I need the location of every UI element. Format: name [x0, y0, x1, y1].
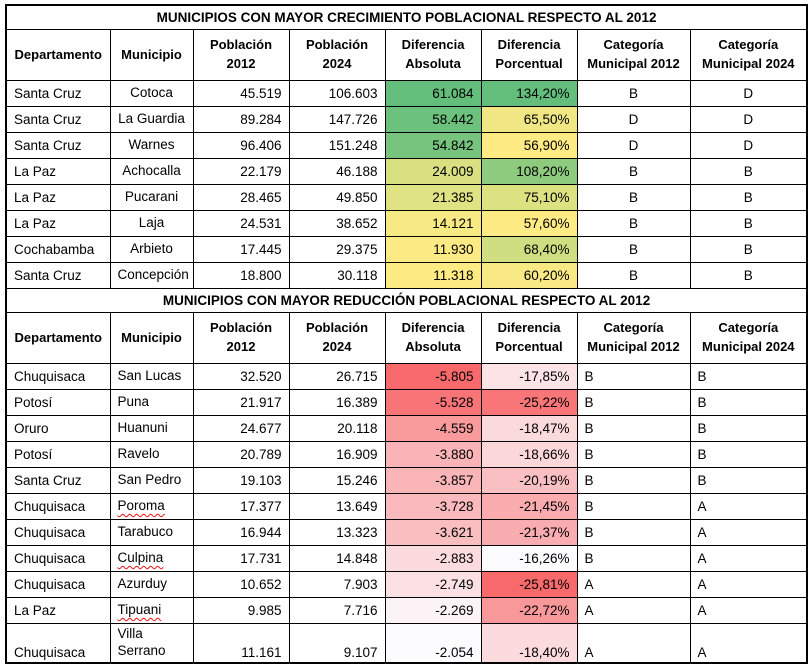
column-header-categoria-2024[interactable]: Categoría Municipal 2024: [690, 313, 807, 364]
column-header-departamento[interactable]: Departamento: [6, 30, 110, 81]
cell-poblacion-2024[interactable]: 30.118: [289, 263, 385, 289]
cell-poblacion-2012[interactable]: 45.519: [193, 81, 289, 107]
cell-departamento[interactable]: Chuquisaca: [6, 364, 110, 390]
cell-poblacion-2012[interactable]: 21.917: [193, 390, 289, 416]
cell-diferencia-porcentual[interactable]: 134,20%: [481, 81, 577, 107]
cell-poblacion-2012[interactable]: 16.944: [193, 520, 289, 546]
cell-diferencia-porcentual[interactable]: 65,50%: [481, 107, 577, 133]
cell-categoria-2024[interactable]: B: [690, 185, 807, 211]
column-header-categoria-2012[interactable]: Categoría Municipal 2012: [577, 313, 690, 364]
cell-poblacion-2012[interactable]: 17.377: [193, 494, 289, 520]
cell-departamento[interactable]: Santa Cruz: [6, 107, 110, 133]
cell-categoria-2012[interactable]: D: [577, 107, 690, 133]
cell-poblacion-2024[interactable]: 7.903: [289, 572, 385, 598]
column-header-departamento[interactable]: Departamento: [6, 313, 110, 364]
cell-diferencia-absoluta[interactable]: -5.528: [385, 390, 481, 416]
cell-categoria-2024[interactable]: D: [690, 107, 807, 133]
cell-municipio[interactable]: Achocalla: [110, 159, 193, 185]
cell-diferencia-porcentual[interactable]: 60,20%: [481, 263, 577, 289]
cell-poblacion-2024[interactable]: 26.715: [289, 364, 385, 390]
column-header-municipio[interactable]: Municipio: [110, 30, 193, 81]
cell-departamento[interactable]: La Paz: [6, 185, 110, 211]
cell-departamento[interactable]: Santa Cruz: [6, 468, 110, 494]
table-row: [6, 81, 807, 107]
cell-poblacion-2012[interactable]: 18.800: [193, 263, 289, 289]
table-row: [6, 159, 807, 185]
cell-categoria-2012[interactable]: B: [577, 546, 690, 572]
header-row: [6, 30, 807, 81]
table-row: [6, 572, 807, 598]
column-header-categoria-2012[interactable]: Categoría Municipal 2012: [577, 30, 690, 81]
table-row: [6, 185, 807, 211]
cell-poblacion-2012[interactable]: 17.731: [193, 546, 289, 572]
cell-diferencia-porcentual[interactable]: -21,45%: [481, 494, 577, 520]
cell-poblacion-2012[interactable]: 28.465: [193, 185, 289, 211]
cell-municipio[interactable]: Puna: [110, 390, 193, 416]
cell-departamento[interactable]: Santa Cruz: [6, 133, 110, 159]
cell-poblacion-2012[interactable]: 96.406: [193, 133, 289, 159]
section-title[interactable]: MUNICIPIOS CON MAYOR REDUCCIÓN POBLACIONAL RESPECTO AL 2012: [6, 289, 807, 313]
column-header-poblacion-2024[interactable]: Población 2024: [289, 313, 385, 364]
cell-poblacion-2012[interactable]: 89.284: [193, 107, 289, 133]
cell-categoria-2012[interactable]: B: [577, 468, 690, 494]
cell-diferencia-absoluta[interactable]: -2.883: [385, 546, 481, 572]
cell-departamento[interactable]: La Paz: [6, 598, 110, 624]
table-row: [6, 468, 807, 494]
cell-diferencia-porcentual[interactable]: 56,90%: [481, 133, 577, 159]
cell-poblacion-2024[interactable]: 151.248: [289, 133, 385, 159]
table-row: [6, 520, 807, 546]
cell-diferencia-absoluta[interactable]: -3.857: [385, 468, 481, 494]
cell-diferencia-absoluta[interactable]: -2.749: [385, 572, 481, 598]
cell-categoria-2024[interactable]: B: [690, 211, 807, 237]
cell-diferencia-absoluta[interactable]: 11.930: [385, 237, 481, 263]
cell-diferencia-porcentual[interactable]: -18,66%: [481, 442, 577, 468]
cell-diferencia-porcentual[interactable]: 108,20%: [481, 159, 577, 185]
cell-categoria-2012[interactable]: D: [577, 133, 690, 159]
table-row: [6, 390, 807, 416]
cell-municipio[interactable]: Tipuani: [110, 598, 193, 624]
column-header-diferencia-porcentual[interactable]: Diferencia Porcentual: [481, 313, 577, 364]
cell-municipio[interactable]: Tarabuco: [110, 520, 193, 546]
cell-poblacion-2024[interactable]: 15.246: [289, 468, 385, 494]
cell-municipio[interactable]: Concepción: [110, 263, 193, 289]
cell-categoria-2024[interactable]: B: [690, 416, 807, 442]
cell-diferencia-absoluta[interactable]: 61.084: [385, 81, 481, 107]
table-row: [6, 442, 807, 468]
cell-departamento[interactable]: Cochabamba: [6, 237, 110, 263]
cell-departamento[interactable]: Santa Cruz: [6, 81, 110, 107]
cell-poblacion-2024[interactable]: 13.323: [289, 520, 385, 546]
cell-diferencia-absoluta[interactable]: 58.442: [385, 107, 481, 133]
table-row: [6, 494, 807, 520]
cell-departamento[interactable]: La Paz: [6, 159, 110, 185]
cell-poblacion-2024[interactable]: 46.188: [289, 159, 385, 185]
cell-categoria-2024[interactable]: A: [690, 598, 807, 624]
cell-poblacion-2012[interactable]: 24.531: [193, 211, 289, 237]
cell-poblacion-2024[interactable]: 20.118: [289, 416, 385, 442]
cell-diferencia-porcentual[interactable]: 57,60%: [481, 211, 577, 237]
cell-poblacion-2012[interactable]: 32.520: [193, 364, 289, 390]
cell-departamento[interactable]: Chuquisaca: [6, 520, 110, 546]
cell-categoria-2024[interactable]: D: [690, 81, 807, 107]
cell-diferencia-absoluta[interactable]: -3.728: [385, 494, 481, 520]
table-row: [6, 237, 807, 263]
cell-categoria-2012[interactable]: B: [577, 442, 690, 468]
column-header-diferencia-porcentual[interactable]: Diferencia Porcentual: [481, 30, 577, 81]
cell-diferencia-absoluta[interactable]: 11.318: [385, 263, 481, 289]
section-title-row: [6, 5, 807, 30]
cell-categoria-2024[interactable]: D: [690, 133, 807, 159]
cell-categoria-2012[interactable]: B: [577, 520, 690, 546]
section-title-row: [6, 289, 807, 313]
section-title[interactable]: MUNICIPIOS CON MAYOR CRECIMIENTO POBLACIONAL RESPECTO AL 2012: [6, 5, 807, 30]
cell-categoria-2024[interactable]: B: [690, 390, 807, 416]
cell-categoria-2024[interactable]: B: [690, 159, 807, 185]
column-header-poblacion-2024[interactable]: Población 2024: [289, 30, 385, 81]
cell-diferencia-porcentual[interactable]: -18,47%: [481, 416, 577, 442]
table-row: [6, 133, 807, 159]
cell-poblacion-2024[interactable]: 29.375: [289, 237, 385, 263]
cell-diferencia-absoluta[interactable]: -2.269: [385, 598, 481, 624]
cell-diferencia-porcentual[interactable]: -22,72%: [481, 598, 577, 624]
header-row: [6, 313, 807, 364]
cell-categoria-2012[interactable]: B: [577, 263, 690, 289]
cell-departamento[interactable]: Chuquisaca: [6, 572, 110, 598]
cell-categoria-2012[interactable]: B: [577, 237, 690, 263]
cell-poblacion-2012[interactable]: 19.103: [193, 468, 289, 494]
cell-categoria-2012[interactable]: B: [577, 390, 690, 416]
cell-diferencia-absoluta[interactable]: -2.054: [385, 624, 481, 664]
cell-diferencia-porcentual[interactable]: -18,40%: [481, 624, 577, 664]
cell-diferencia-porcentual[interactable]: 75,10%: [481, 185, 577, 211]
column-header-poblacion-2012[interactable]: Población 2012: [193, 313, 289, 364]
cell-poblacion-2012[interactable]: 17.445: [193, 237, 289, 263]
cell-poblacion-2024[interactable]: 14.848: [289, 546, 385, 572]
cell-poblacion-2024[interactable]: 13.649: [289, 494, 385, 520]
cell-diferencia-absoluta[interactable]: -3.621: [385, 520, 481, 546]
cell-categoria-2024[interactable]: A: [690, 520, 807, 546]
cell-poblacion-2012[interactable]: 24.677: [193, 416, 289, 442]
cell-departamento[interactable]: Chuquisaca: [6, 494, 110, 520]
cell-categoria-2024[interactable]: A: [690, 572, 807, 598]
cell-poblacion-2024[interactable]: 9.107: [289, 624, 385, 664]
cell-municipio[interactable]: San Lucas: [110, 364, 193, 390]
table-row: [6, 211, 807, 237]
cell-categoria-2024[interactable]: A: [690, 546, 807, 572]
cell-poblacion-2024[interactable]: 16.389: [289, 390, 385, 416]
cell-categoria-2012[interactable]: B: [577, 494, 690, 520]
cell-departamento[interactable]: Oruro: [6, 416, 110, 442]
cell-departamento[interactable]: Chuquisaca: [6, 624, 110, 664]
cell-municipio[interactable]: Culpina: [110, 546, 193, 572]
cell-poblacion-2024[interactable]: 147.726: [289, 107, 385, 133]
cell-municipio[interactable]: Pucarani: [110, 185, 193, 211]
cell-categoria-2024[interactable]: A: [690, 624, 807, 664]
cell-poblacion-2012[interactable]: 20.789: [193, 442, 289, 468]
cell-poblacion-2024[interactable]: 7.716: [289, 598, 385, 624]
cell-categoria-2012[interactable]: A: [577, 598, 690, 624]
cell-categoria-2024[interactable]: B: [690, 442, 807, 468]
cell-departamento[interactable]: Chuquisaca: [6, 546, 110, 572]
cell-departamento[interactable]: La Paz: [6, 211, 110, 237]
cell-diferencia-absoluta[interactable]: 14.121: [385, 211, 481, 237]
cell-categoria-2024[interactable]: B: [690, 237, 807, 263]
cell-poblacion-2012[interactable]: 11.161: [193, 624, 289, 664]
cell-diferencia-absoluta[interactable]: 54.842: [385, 133, 481, 159]
cell-diferencia-porcentual[interactable]: -25,81%: [481, 572, 577, 598]
cell-municipio[interactable]: Laja: [110, 211, 193, 237]
cell-diferencia-porcentual[interactable]: -21,37%: [481, 520, 577, 546]
cell-poblacion-2024[interactable]: 38.652: [289, 211, 385, 237]
cell-municipio[interactable]: La Guardia: [110, 107, 193, 133]
table-row: [6, 416, 807, 442]
cell-municipio[interactable]: Villa Serrano: [110, 624, 193, 664]
cell-diferencia-porcentual[interactable]: -20,19%: [481, 468, 577, 494]
cell-categoria-2012[interactable]: B: [577, 211, 690, 237]
cell-municipio[interactable]: Huanuni: [110, 416, 193, 442]
cell-diferencia-porcentual[interactable]: 68,40%: [481, 237, 577, 263]
cell-municipio[interactable]: Azurduy: [110, 572, 193, 598]
column-header-diferencia-absoluta[interactable]: Diferencia Absoluta: [385, 30, 481, 81]
cell-poblacion-2024[interactable]: 106.603: [289, 81, 385, 107]
table-row: [6, 107, 807, 133]
cell-municipio[interactable]: Cotoca: [110, 81, 193, 107]
cell-categoria-2012[interactable]: A: [577, 624, 690, 664]
table-row: [6, 364, 807, 390]
cell-categoria-2012[interactable]: A: [577, 572, 690, 598]
cell-departamento[interactable]: Santa Cruz: [6, 263, 110, 289]
column-header-poblacion-2012[interactable]: Población 2012: [193, 30, 289, 81]
cell-diferencia-absoluta[interactable]: -4.559: [385, 416, 481, 442]
table-row: [6, 263, 807, 289]
cell-departamento[interactable]: Potosí: [6, 390, 110, 416]
cell-categoria-2024[interactable]: A: [690, 494, 807, 520]
cell-diferencia-absoluta[interactable]: -5.805: [385, 364, 481, 390]
cell-poblacion-2012[interactable]: 22.179: [193, 159, 289, 185]
cell-diferencia-absoluta[interactable]: 24.009: [385, 159, 481, 185]
cell-diferencia-porcentual[interactable]: -25,22%: [481, 390, 577, 416]
cell-categoria-2012[interactable]: B: [577, 159, 690, 185]
column-header-municipio[interactable]: Municipio: [110, 313, 193, 364]
population-table: [5, 4, 808, 664]
cell-municipio[interactable]: Ravelo: [110, 442, 193, 468]
cell-diferencia-porcentual[interactable]: -17,85%: [481, 364, 577, 390]
table-body: [6, 5, 807, 663]
column-header-categoria-2024[interactable]: Categoría Municipal 2024: [690, 30, 807, 81]
table-row: [6, 624, 807, 664]
cell-categoria-2012[interactable]: B: [577, 364, 690, 390]
cell-poblacion-2012[interactable]: 9.985: [193, 598, 289, 624]
table-row: [6, 598, 807, 624]
cell-diferencia-absoluta[interactable]: -3.880: [385, 442, 481, 468]
cell-poblacion-2012[interactable]: 10.652: [193, 572, 289, 598]
cell-municipio[interactable]: Poroma: [110, 494, 193, 520]
cell-categoria-2024[interactable]: B: [690, 364, 807, 390]
cell-categoria-2024[interactable]: B: [690, 468, 807, 494]
cell-categoria-2012[interactable]: B: [577, 81, 690, 107]
cell-municipio[interactable]: Warnes: [110, 133, 193, 159]
cell-departamento[interactable]: Potosí: [6, 442, 110, 468]
cell-municipio[interactable]: Arbieto: [110, 237, 193, 263]
cell-categoria-2012[interactable]: B: [577, 185, 690, 211]
cell-poblacion-2024[interactable]: 16.909: [289, 442, 385, 468]
cell-municipio[interactable]: San Pedro: [110, 468, 193, 494]
cell-diferencia-porcentual[interactable]: -16,26%: [481, 546, 577, 572]
cell-diferencia-absoluta[interactable]: 21.385: [385, 185, 481, 211]
cell-poblacion-2024[interactable]: 49.850: [289, 185, 385, 211]
column-header-diferencia-absoluta[interactable]: Diferencia Absoluta: [385, 313, 481, 364]
cell-categoria-2012[interactable]: B: [577, 416, 690, 442]
table-row: [6, 546, 807, 572]
cell-categoria-2024[interactable]: B: [690, 263, 807, 289]
